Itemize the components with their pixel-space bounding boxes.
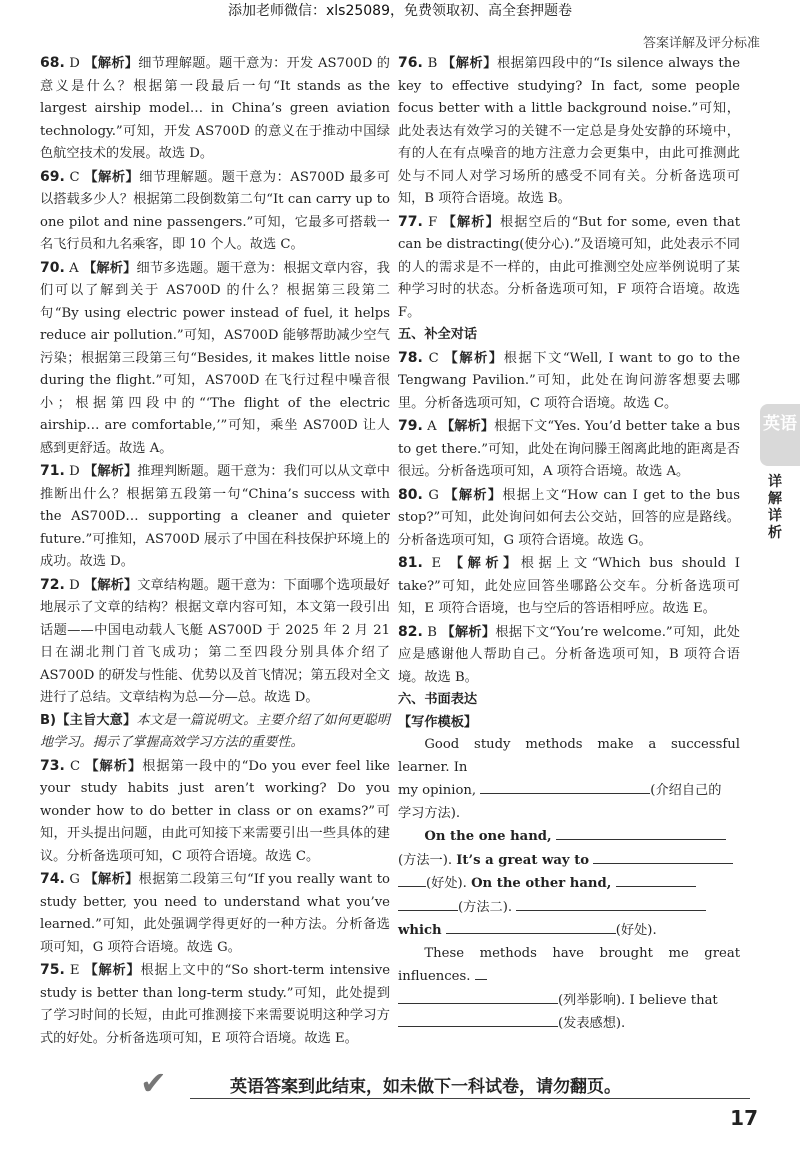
template-text: which [398,923,442,938]
item-answer: G [428,487,439,503]
side-label: 详解详析 [768,474,782,541]
item-number: 73. [40,757,65,774]
main-idea-summary [40,710,390,755]
analysis-tag: 【解析】 [83,260,137,276]
answer-blank [480,779,650,794]
right-column [398,52,740,1036]
template-text: These methods have brought me great influences. [398,945,740,984]
answer-item-72 [40,574,390,710]
section-six-heading: 六、书面表达 [398,692,478,707]
template-line [398,1012,740,1036]
checkmark-icon: ✔ [140,1064,167,1102]
item-number: 81. [398,555,423,571]
answer-item-81 [398,552,740,621]
template-text: On the one hand, [424,829,552,844]
template-line [398,849,740,873]
footer-divider [190,1098,750,1099]
analysis-tag: 【解析】 [444,487,503,503]
template-line [398,943,740,989]
analysis-tag: 【解析】 [442,56,498,71]
item-text: 细节理解题。题干意为：开发 AS700D 的意义是什么？根据第一段最后一句“It stands as the largest airship model… in China’s green aviation technology.”可知，开发 AS700D 的意义在于推动中国绿色航空技术的发展。故选 D。 [40,56,390,161]
item-text: 根据第四段中的“Is silence always the key to effective studying? In fact, some people focus better with a little background noise.”可知，此处表达有效学习的关键不一定总是身处安静的环境中，有的人在有点噪音的地方注意力会更集中，由此可推测此处与不同人对学习场所的感受不同有关。分析备选项可知，B 项符合语境。故选 B。 [398,56,741,206]
item-answer: B [427,624,437,640]
template-text: (介绍自己的 [650,783,722,798]
subject-tab: 英语 [760,404,800,466]
item-number: 78. [398,349,423,366]
item-text: 根据第一段中的“Do you ever feel like your study habits just aren’t working? Do you wonder how to do better in class or on exams?”可知，开头提出问题，由此可知接下来需要引出一些具体的建议。分析备选项可知，C 项符合语境。故选 C。 [40,758,390,864]
item-number: 77. [398,213,423,230]
item-answer: D [69,56,80,71]
answer-item-70 [40,257,390,461]
item-answer: D [69,577,80,593]
item-number: 79. [398,418,423,434]
item-text: 根据上文中的“So short-term intensive study is better than long-term study.”可知，此处提到了学习时间的长短，由此可推测接下来需要说明这种学习方式的好处。分析备选项可知，E 项符合语境。故选 E。 [40,963,390,1046]
answer-item-71 [40,460,390,574]
item-text: 推理判断题。题干意为：我们可以从文章中推断出什么？根据第五段第一句“China’s success with the AS700D… supporting a cleaner and quieter future.”可推知，AS700D 展示了中国在科技保护环境上的成功。故选 D。 [40,464,390,569]
analysis-tag: 【解析】 [84,56,139,71]
item-text: 根据上文“How can I get to the bus stop?”可知，此处询问如何去公交站，回答的应是路线。分析备选项可知，G 项符合语境。故选 G。 [398,487,741,548]
answer-item-76 [398,52,740,211]
answer-item-82 [398,621,740,690]
template-line [398,896,740,920]
answer-item-74 [40,868,390,959]
analysis-tag: 【解析】 [84,577,138,593]
template-line [398,825,740,849]
answer-blank [516,896,706,911]
analysis-tag: 【解析】 [444,350,504,366]
analysis-tag: 【解析】 [84,872,139,887]
answer-item-68 [40,52,390,166]
answer-item-75 [40,959,390,1050]
answer-item-79 [398,415,740,484]
template-text: (方法一). [398,852,453,868]
answer-blank [398,989,558,1004]
page-number: 17 [730,1106,758,1130]
answer-blank [446,919,616,934]
item-text: 根据下文“Yes. You’d better take a bus to get there.”可知，此处在询问滕王阁离此地的距离是否很远。分析备选项可知，A 项符合语境。故选 A。 [398,419,741,479]
template-text: (方法二). [458,899,513,915]
analysis-tag: 【解析】 [84,169,140,185]
answer-item-69 [40,166,390,257]
item-text: 根据下文“You’re welcome.”可知，此处应是感谢他人帮助自己。分析备选项可知，B 项符合语境。故选 B。 [398,624,740,685]
item-number: 80. [398,486,423,503]
answer-blank [556,825,726,840]
answer-item-73 [40,755,390,869]
footer-text: 英语答案到此结束，如未做下一科试卷，请勿翻页。 [230,1077,621,1097]
analysis-tag: 【解析】 [449,556,521,571]
item-text: 细节多选题。题干意为：根据文章内容，我们可以了解到关于 AS700D 的什么？根据第三段第二句“By using electric power instead of fuel, it helps reduce air pollution.”可知，AS700D 能够帮助减少空气污染；根据第三段第三句“Besides, it makes little noise during the flight.”可知，AS700D 在飞行过程中噪音很小；根据第四段中的“‘The flight of the electric airship… are comfortable,’”可知，乘坐 AS700D 让人感到更舒适。故选 A。 [40,260,390,456]
writing-template [398,734,740,1036]
analysis-tag: 【解析】 [85,758,143,774]
item-text: 根据空后的“But for some, even that can be distracting(使分心).”及语境可知，此处表示不同的人的需求是不一样的，由此可推测空处应举例说明了某种学习时的状态。分析备选项可知，F 项符合语境。故选 F。 [398,214,740,320]
item-text: 根据第二段第三句“If you really want to study better, you need to understand what you’ve learned.”可知，此处强调学得更好的一种方法。分析备选项可知，G 项符合语境。故选 G。 [40,872,390,955]
item-number: 68. [40,55,65,71]
item-number: 71. [40,463,65,479]
template-text: It’s a great way to [456,852,590,868]
answer-blank [398,1012,558,1027]
item-number: 75. [40,962,65,978]
item-answer: C [70,758,81,774]
template-line: 学习方法). [398,805,461,821]
footer-notice [140,1064,740,1104]
template-text: I believe that [629,992,718,1008]
answer-item-78 [398,347,740,416]
template-text: my opinion, [398,783,477,798]
answer-blank [398,896,458,911]
template-text: On the other hand, [471,876,612,891]
analysis-tag: 【解析】 [440,419,495,434]
item-answer: A [427,419,437,434]
item-text: 细节理解题。题干意为：AS700D 最多可以搭载多少人？根据第二段倒数第二句“It can carry up to one pilot and nine passengers.”可知，它最多可搭载一名飞行员和九名乘客，即 10 个人。故选 C。 [40,169,390,252]
template-text: (发表感想). [558,1016,626,1031]
left-column [40,52,390,1050]
template-line [398,919,740,943]
template-text: (好处). [615,923,657,938]
answer-blank [475,965,487,980]
item-number: 74. [40,871,65,887]
item-answer: C [69,169,80,185]
template-text: (好处). [426,876,467,891]
analysis-tag: 【解析】 [84,464,138,479]
section-header: 答案详解及评分标准 [642,36,760,51]
item-text: 根据下文“Well, I want to go to the Tengwang Pavilion.”可知，此处在询问游客想要去哪里。分析备选项可知，C 项符合语境。故选 C。 [398,350,740,411]
template-line [398,989,740,1013]
item-answer: E [69,963,80,978]
item-answer: A [69,260,79,276]
item-text: 根据上文“Which bus should I take?”可知，此处应回答坐哪路公交车。分析备选项可知，E 项符合语境，也与空后的答语相呼应。故选 E。 [398,556,740,616]
answer-blank [593,849,733,864]
template-title: 【写作模板】 [398,714,478,730]
analysis-tag: 【解析】 [84,963,141,978]
item-number: 72. [40,576,65,593]
template-line [398,779,740,803]
item-number: 76. [398,55,423,71]
analysis-tag: 【解析】 [442,214,500,230]
item-answer: F [428,214,438,230]
template-text: (列举影响). [558,992,626,1008]
answer-item-80 [398,484,740,553]
item-number: 70. [40,259,65,276]
main-idea-tag: B)【主旨大意】 [40,712,137,728]
template-line: Good study methods make a successful learner. In [398,737,740,775]
top-banner: 添加老师微信：xls25089，免费领取初、高全套押题卷 [227,3,572,19]
item-answer: C [428,350,439,366]
main-idea-text: 本文是一篇说明文。主要介绍了如何更聪明地学习。揭示了掌握高效学习方法的重要性。 [40,712,390,750]
item-text: 文章结构题。题干意为：下面哪个选项最好地展示了文章的结构？根据文章内容可知，本文第一段引出话题——中国电动载人飞艇 AS700D 于 2025 年 2 月 21 日在湖北荆门首飞成功；第二至四段分别具体介绍了 AS700D 的研发与性能、优势以及首飞情况；第五段对全文进行了总结。文章结构为总—分—总。故选 D。 [40,577,390,705]
answer-blank [616,872,696,887]
item-number: 69. [40,168,65,185]
analysis-tag: 【解析】 [441,624,496,640]
section-five-heading: 五、补全对话 [398,327,478,342]
item-answer: B [427,56,438,71]
answer-blank [398,872,426,887]
answer-item-77 [398,211,740,325]
template-line [398,872,740,896]
item-number: 82. [398,623,423,640]
item-answer: G [69,872,80,887]
item-answer: D [69,464,80,479]
item-answer: E [431,556,442,571]
